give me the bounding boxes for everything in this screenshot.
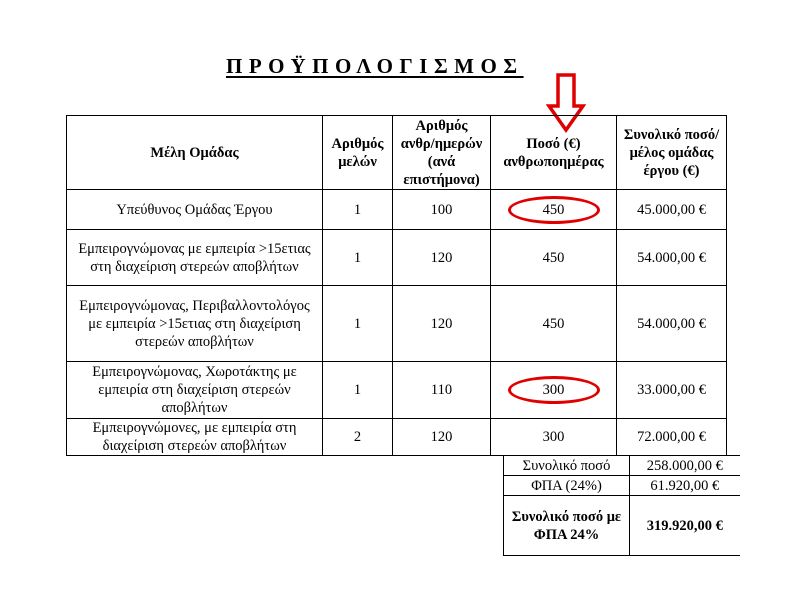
subtotal-row <box>504 456 740 476</box>
table-row <box>67 419 727 456</box>
total-cell: 54.000,00 € <box>617 286 727 362</box>
vat-row <box>504 476 740 496</box>
role-cell: Εμπειρογνώμονας, Περιβαλλοντολόγος με εμπειρία >15ετιας στη διαχείριση στερεών αποβλήτων <box>67 286 323 362</box>
page-title: ΠΡΟΫΠΟΛΟΓΙΣΜΟΣ <box>226 54 524 78</box>
days-cell: 120 <box>393 230 491 286</box>
table-row <box>67 362 727 419</box>
members-cell: 1 <box>323 190 393 230</box>
members-cell: 1 <box>323 286 393 362</box>
totals-table <box>503 455 740 556</box>
table-row <box>67 190 727 230</box>
total-cell: 54.000,00 € <box>617 230 727 286</box>
highlighted-rate <box>543 201 565 219</box>
budget-table <box>66 115 727 456</box>
days-cell: 120 <box>393 419 491 456</box>
header-daily-rate: Ποσό (€) ανθρωποημέρας <box>491 116 617 190</box>
table-row <box>67 230 727 286</box>
total-cell: 45.000,00 € <box>617 190 727 230</box>
grand-total-row <box>504 496 740 556</box>
days-cell: 100 <box>393 190 491 230</box>
role-cell: Εμπειρογνώμονες, με εμπειρία στη διαχείριση στερεών αποβλήτων <box>67 419 323 456</box>
members-cell: 2 <box>323 419 393 456</box>
subtotal-label: Συνολικό ποσό <box>504 456 630 476</box>
members-cell: 1 <box>323 230 393 286</box>
role-cell: Εμπειρογνώμονας, Χωροτάκτης με εμπειρία στη διαχείριση στερεών αποβλήτων <box>67 362 323 419</box>
header-total-per-member: Συνολικό ποσό/μέλος ομάδας έργου (€) <box>617 116 727 190</box>
header-members: Μέλη Ομάδας <box>67 116 323 190</box>
header-member-count: Αριθμός μελών <box>323 116 393 190</box>
subtotal-value: 258.000,00 € <box>630 456 740 476</box>
rate-value: 300 <box>542 382 565 398</box>
role-cell: Υπεύθυνος Ομάδας Έργου <box>67 190 323 230</box>
rate-value: 450 <box>542 201 565 218</box>
highlight-ellipse <box>508 196 600 224</box>
total-cell: 72.000,00 € <box>617 419 727 456</box>
total-cell: 33.000,00 € <box>617 362 727 419</box>
days-cell: 110 <box>393 362 491 419</box>
table-row <box>67 286 727 362</box>
vat-value: 61.920,00 € <box>630 476 740 496</box>
highlight-ellipse <box>508 376 600 404</box>
rate-cell <box>491 190 617 230</box>
rate-cell: 300 <box>491 419 617 456</box>
table-header-row <box>67 116 727 190</box>
vat-label: ΦΠΑ (24%) <box>504 476 630 496</box>
role-cell: Εμπειρογνώμονας με εμπειρία >15ετιας στη διαχείριση στερεών αποβλήτων <box>67 230 323 286</box>
grand-total-value: 319.920,00 € <box>630 496 740 556</box>
members-cell: 1 <box>323 362 393 419</box>
header-person-days: Αριθμός ανθρ/ημερών (ανά επιστήμονα) <box>393 116 491 190</box>
grand-total-label: Συνολικό ποσό με ΦΠΑ 24% <box>504 496 630 556</box>
days-cell: 120 <box>393 286 491 362</box>
rate-cell <box>491 362 617 419</box>
highlighted-rate <box>543 381 565 399</box>
rate-cell: 450 <box>491 286 617 362</box>
rate-cell: 450 <box>491 230 617 286</box>
